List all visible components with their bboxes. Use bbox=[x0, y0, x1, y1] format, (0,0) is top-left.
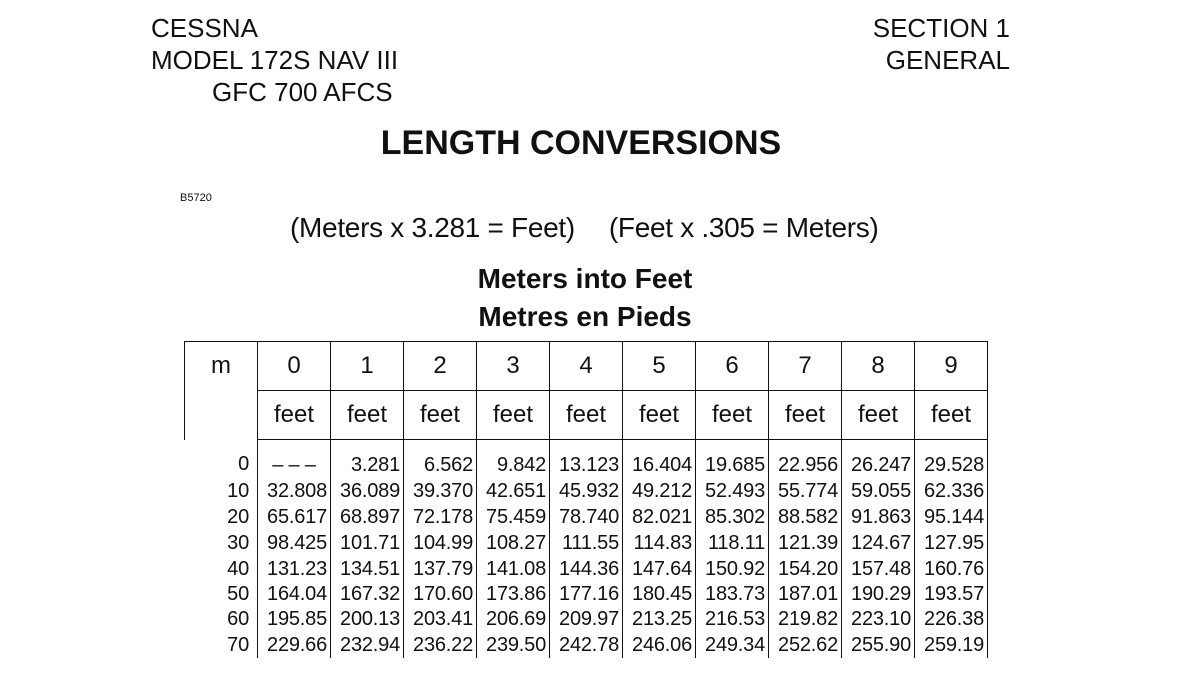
row-meters-label: 0 bbox=[185, 440, 258, 479]
table-cell: 118.11 bbox=[696, 530, 769, 556]
table-row bbox=[185, 606, 988, 632]
table-row bbox=[185, 504, 988, 530]
header-right bbox=[873, 12, 1010, 76]
unit-label: feet bbox=[477, 391, 550, 440]
column-header-0: 0 bbox=[258, 342, 331, 391]
table-cell: 111.55 bbox=[550, 530, 623, 556]
row-meters-label: 30 bbox=[185, 530, 258, 556]
header-section: SECTION 1 bbox=[872, 13, 1010, 43]
table-cell: 252.62 bbox=[769, 632, 842, 658]
table-cell: 157.48 bbox=[842, 556, 915, 582]
column-header-3: 3 bbox=[477, 342, 550, 391]
table-cell: 190.29 bbox=[842, 582, 915, 606]
table-cell: 26.247 bbox=[842, 440, 915, 479]
table-cell: 232.94 bbox=[331, 632, 404, 658]
table-cell: 49.212 bbox=[623, 478, 696, 504]
table-cell: 249.34 bbox=[696, 632, 769, 658]
table-cell: 216.53 bbox=[696, 606, 769, 632]
table-cell: 78.740 bbox=[550, 504, 623, 530]
table-cell: 42.651 bbox=[477, 478, 550, 504]
table-cell: 32.808 bbox=[258, 478, 331, 504]
table-cell: 72.178 bbox=[404, 504, 477, 530]
formula-meters-to-feet: (Meters x 3.281 = Feet) bbox=[290, 212, 575, 243]
table-cell: 180.45 bbox=[623, 582, 696, 606]
row-meters-label: 20 bbox=[185, 504, 258, 530]
table-cell: 203.41 bbox=[404, 606, 477, 632]
header-autopilot: GFC 700 AFCS bbox=[212, 77, 393, 107]
table-cell: 114.83 bbox=[623, 530, 696, 556]
row-header-label: m bbox=[185, 342, 258, 391]
table-cell: 55.774 bbox=[769, 478, 842, 504]
header-left bbox=[151, 12, 398, 108]
unit-label: feet bbox=[404, 391, 477, 440]
table-cell: – – – bbox=[258, 440, 331, 479]
table-cell: 121.39 bbox=[769, 530, 842, 556]
unit-row bbox=[185, 391, 988, 440]
table-cell: 9.842 bbox=[477, 440, 550, 479]
table-title-french: Metres en Pieds bbox=[478, 301, 692, 332]
table-cell: 36.089 bbox=[331, 478, 404, 504]
table-cell: 85.302 bbox=[696, 504, 769, 530]
column-header-1: 1 bbox=[331, 342, 404, 391]
unit-label: feet bbox=[915, 391, 988, 440]
table-row bbox=[185, 478, 988, 504]
unit-label: feet bbox=[696, 391, 769, 440]
table-cell: 65.617 bbox=[258, 504, 331, 530]
table-cell: 229.66 bbox=[258, 632, 331, 658]
header-manufacturer: CESSNA bbox=[151, 13, 258, 43]
table-cell: 255.90 bbox=[842, 632, 915, 658]
table-cell: 195.85 bbox=[258, 606, 331, 632]
unit-label: feet bbox=[331, 391, 404, 440]
table-cell: 239.50 bbox=[477, 632, 550, 658]
row-meters-label: 50 bbox=[185, 582, 258, 606]
table-cell: 236.22 bbox=[404, 632, 477, 658]
conversion-formulas bbox=[290, 212, 879, 244]
table-cell: 164.04 bbox=[258, 582, 331, 606]
table-cell: 62.336 bbox=[915, 478, 988, 504]
table-cell: 154.20 bbox=[769, 556, 842, 582]
unit-row-blank bbox=[185, 391, 258, 440]
table-cell: 101.71 bbox=[331, 530, 404, 556]
table-cell: 147.64 bbox=[623, 556, 696, 582]
table-cell: 59.055 bbox=[842, 478, 915, 504]
table-cell: 68.897 bbox=[331, 504, 404, 530]
column-header-7: 7 bbox=[769, 342, 842, 391]
table-cell: 219.82 bbox=[769, 606, 842, 632]
table-cell: 167.32 bbox=[331, 582, 404, 606]
table-cell: 95.144 bbox=[915, 504, 988, 530]
table-row bbox=[185, 440, 988, 479]
table-cell: 98.425 bbox=[258, 530, 331, 556]
table-cell: 226.38 bbox=[915, 606, 988, 632]
column-header-2: 2 bbox=[404, 342, 477, 391]
table-cell: 160.76 bbox=[915, 556, 988, 582]
table-title-english: Meters into Feet bbox=[477, 263, 693, 294]
table-cell: 52.493 bbox=[696, 478, 769, 504]
table-cell: 134.51 bbox=[331, 556, 404, 582]
table-cell: 223.10 bbox=[842, 606, 915, 632]
table-row bbox=[185, 632, 988, 658]
row-meters-label: 10 bbox=[185, 478, 258, 504]
table-cell: 144.36 bbox=[550, 556, 623, 582]
column-header-5: 5 bbox=[623, 342, 696, 391]
unit-label: feet bbox=[550, 391, 623, 440]
table-cell: 19.685 bbox=[696, 440, 769, 479]
unit-label: feet bbox=[769, 391, 842, 440]
column-header-row bbox=[185, 342, 988, 391]
table-row bbox=[185, 582, 988, 606]
table-cell: 124.67 bbox=[842, 530, 915, 556]
formula-feet-to-meters: (Feet x .305 = Meters) bbox=[608, 212, 879, 243]
table-cell: 88.582 bbox=[769, 504, 842, 530]
table-cell: 6.562 bbox=[404, 440, 477, 479]
header-section-name: GENERAL bbox=[885, 45, 1010, 75]
table-cell: 200.13 bbox=[331, 606, 404, 632]
unit-label: feet bbox=[842, 391, 915, 440]
table-cell: 150.92 bbox=[696, 556, 769, 582]
table-cell: 246.06 bbox=[623, 632, 696, 658]
column-header-6: 6 bbox=[696, 342, 769, 391]
table-cell: 3.281 bbox=[331, 440, 404, 479]
table-cell: 170.60 bbox=[404, 582, 477, 606]
table-cell: 82.021 bbox=[623, 504, 696, 530]
unit-label: feet bbox=[623, 391, 696, 440]
table-cell: 187.01 bbox=[769, 582, 842, 606]
table-cell: 177.16 bbox=[550, 582, 623, 606]
table-cell: 39.370 bbox=[404, 478, 477, 504]
table-body bbox=[185, 440, 988, 659]
table-cell: 173.86 bbox=[477, 582, 550, 606]
table-cell: 108.27 bbox=[477, 530, 550, 556]
row-meters-label: 60 bbox=[185, 606, 258, 632]
figure-number: B5720 bbox=[180, 192, 212, 204]
column-header-4: 4 bbox=[550, 342, 623, 391]
table-cell: 45.932 bbox=[550, 478, 623, 504]
table-cell: 16.404 bbox=[623, 440, 696, 479]
header-model: MODEL 172S NAV III bbox=[151, 45, 399, 75]
table-cell: 22.956 bbox=[769, 440, 842, 479]
table-cell: 193.57 bbox=[915, 582, 988, 606]
table-cell: 131.23 bbox=[258, 556, 331, 582]
table-cell: 209.97 bbox=[550, 606, 623, 632]
table-cell: 206.69 bbox=[477, 606, 550, 632]
table-cell: 13.123 bbox=[550, 440, 623, 479]
row-meters-label: 40 bbox=[185, 556, 258, 582]
table-cell: 29.528 bbox=[915, 440, 988, 479]
table-cell: 213.25 bbox=[623, 606, 696, 632]
table-cell: 242.78 bbox=[550, 632, 623, 658]
table-row bbox=[185, 530, 988, 556]
column-header-9: 9 bbox=[915, 342, 988, 391]
table-cell: 137.79 bbox=[404, 556, 477, 582]
table-cell: 127.95 bbox=[915, 530, 988, 556]
unit-label: feet bbox=[258, 391, 331, 440]
table-cell: 75.459 bbox=[477, 504, 550, 530]
table-cell: 141.08 bbox=[477, 556, 550, 582]
table-cell: 91.863 bbox=[842, 504, 915, 530]
table-cell: 104.99 bbox=[404, 530, 477, 556]
page-title: LENGTH CONVERSIONS bbox=[380, 124, 782, 162]
row-meters-label: 70 bbox=[185, 632, 258, 658]
table-cell: 259.19 bbox=[915, 632, 988, 658]
column-header-8: 8 bbox=[842, 342, 915, 391]
table-cell: 183.73 bbox=[696, 582, 769, 606]
table-row bbox=[185, 556, 988, 582]
conversion-table bbox=[184, 341, 988, 658]
